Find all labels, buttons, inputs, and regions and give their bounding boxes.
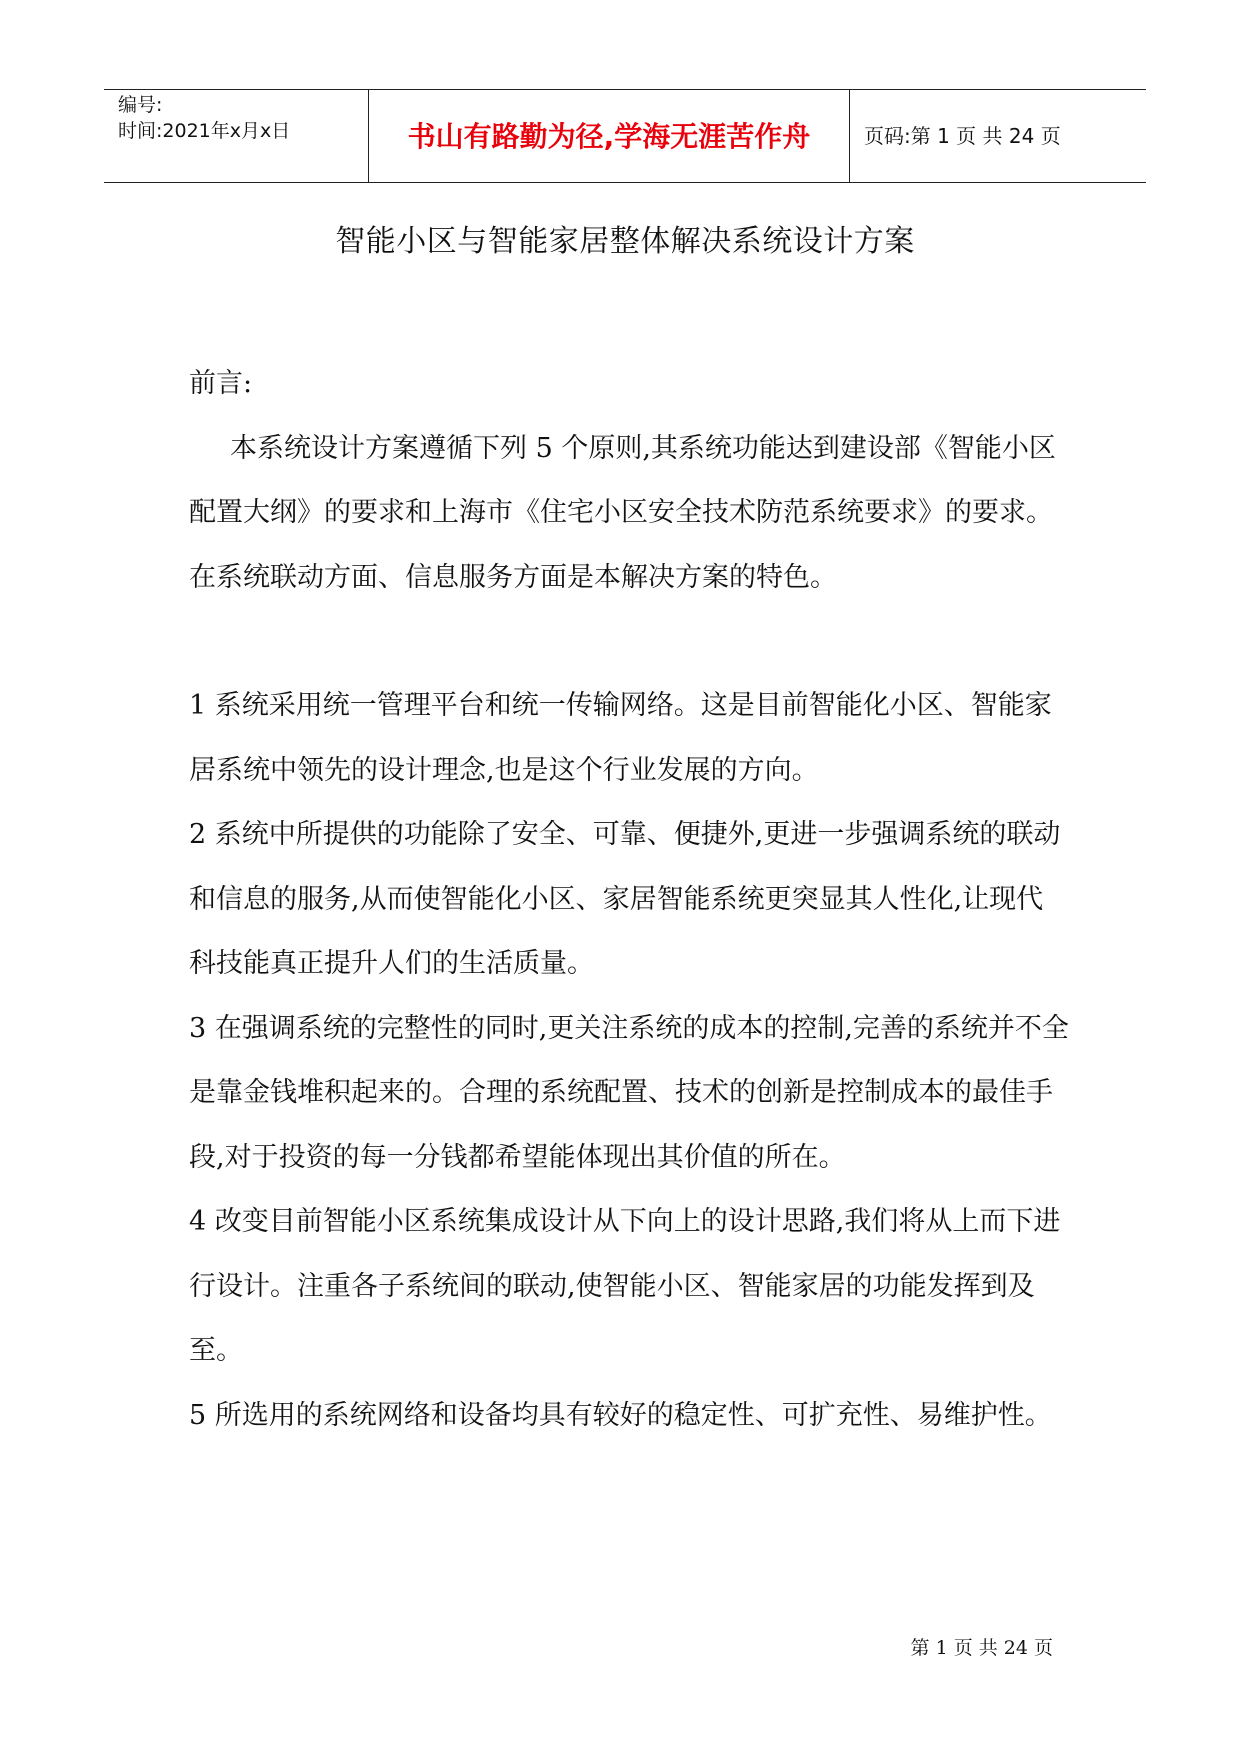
principle-3: 3 在强调系统的完整性的同时,更关注系统的成本的控制,完善的系统并不全是靠金钱堆积起来的。合理的系统配置、技术的创新是控制成本的最佳手段,对于投资的每一分钱都希望能体现出其价值的所在。 — [189, 1012, 1069, 1173]
header-left-cell — [104, 90, 368, 182]
serial-number-label: 编号: — [118, 94, 163, 116]
principle-5: 5 所选用的系统网络和设备均具有较好的稳定性、可扩充性、易维护性。 — [189, 1399, 1052, 1431]
header-table — [104, 89, 1146, 183]
header-page-cell — [850, 90, 1146, 182]
intro-paragraph: 本系统设计方案遵循下列 5 个原则,其系统功能达到建设部《智能小区配置大纲》的要求和上海市《住宅小区安全技术防范系统要求》的要求。在系统联动方面、信息服务方面是本解决方案的特色。 — [189, 432, 1056, 593]
footer-page-number: 第 1 页 共 24 页 — [910, 1637, 1053, 1659]
principle-1: 1 系统采用统一管理平台和统一传输网络。这是目前智能化小区、智能家居系统中领先的设计理念,也是这个行业发展的方向。 — [189, 690, 1052, 786]
document-title: 智能小区与智能家居整体解决系统设计方案 — [335, 224, 915, 259]
motto: 书山有路勤为径,学海无涯苦作舟 — [407, 120, 811, 153]
preface-heading: 前言: — [189, 368, 253, 399]
principle-4: 4 改变目前智能小区系统集成设计从下向上的设计思路,我们将从上而下进行设计。注重各子系统间的联动,使智能小区、智能家居的功能发挥到及至。 — [189, 1206, 1061, 1366]
time-label: 时间:2021年x月x日 — [118, 120, 291, 142]
header-motto-cell — [368, 90, 850, 182]
paragraph-spacer — [189, 610, 1069, 674]
header-page-info: 页码:第 1 页 共 24 页 — [864, 124, 1061, 148]
principle-2: 2 系统中所提供的功能除了安全、可靠、便捷外,更进一步强调系统的联动和信息的服务,从而使智能化小区、家居智能系统更突显其人性化,让现代科技能真正提升人们的生活质量。 — [189, 819, 1061, 979]
document-body — [189, 352, 1069, 1448]
